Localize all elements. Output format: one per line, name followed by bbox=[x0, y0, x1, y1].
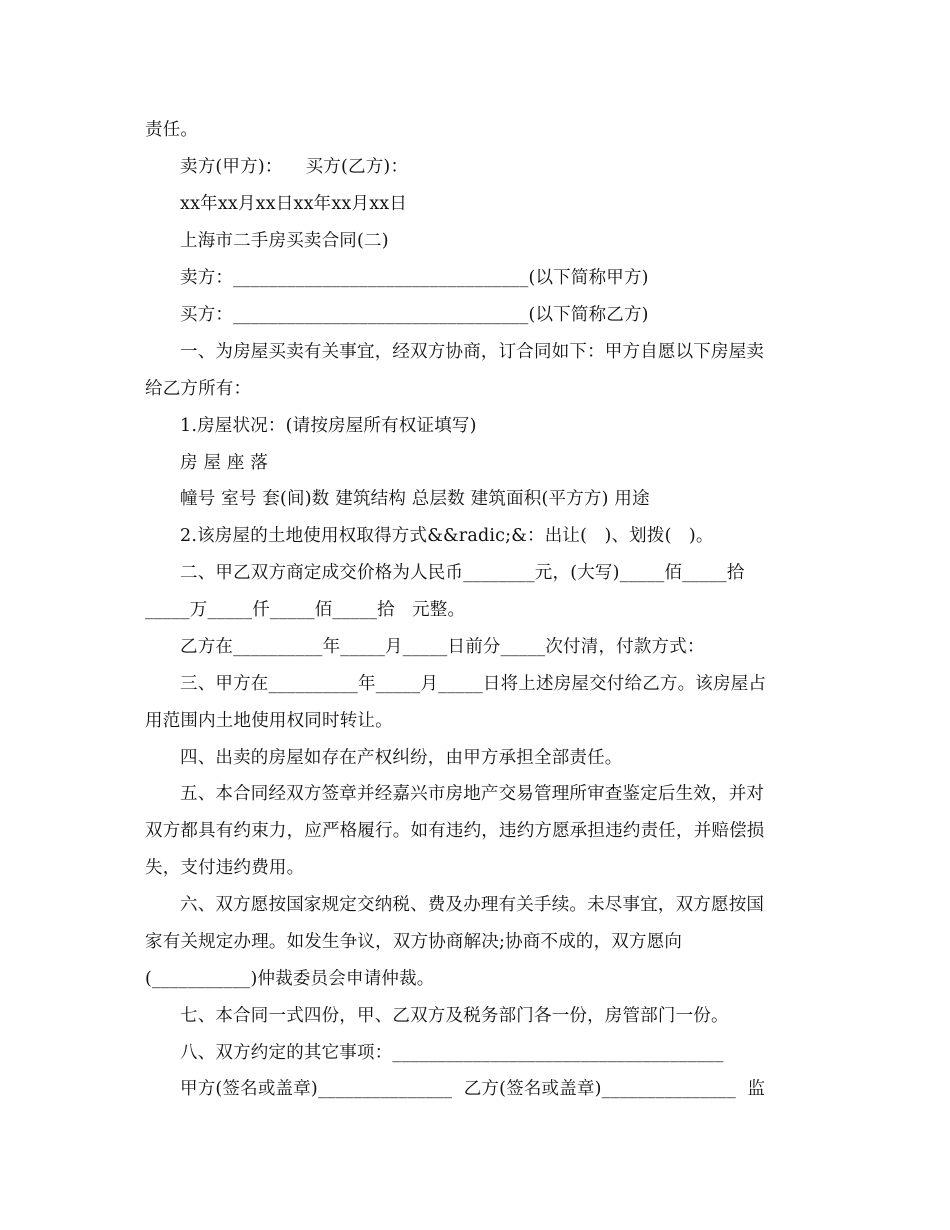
text-line: xx年xx月xx日xx年xx月xx日 bbox=[180, 194, 408, 214]
text-line: 1.房屋状况：(请按房屋所有权证填写) bbox=[180, 416, 477, 436]
text-line: _____万_____仟_____佰_____拾 元整。 bbox=[145, 600, 466, 620]
text-line: 幢号 室号 套(间)数 建筑结构 总层数 建筑面积(平方方) 用途 bbox=[180, 489, 650, 509]
buyer-line: 买方：_________________________________(以下简称乙方) bbox=[180, 305, 649, 325]
seller-line: 卖方：_________________________________(以下简称甲方) bbox=[180, 268, 649, 288]
text-line: 房 屋 座 落 bbox=[180, 453, 269, 473]
text-line: 用范围内土地使用权同时转让。 bbox=[145, 711, 393, 731]
text-line: 双方都具有约束力，应严格履行。如有违约，违约方愿承担违约责任，并赔偿损 bbox=[145, 821, 765, 841]
text-line: 五、本合同经双方签章并经嘉兴市房地产交易管理所审查鉴定后生效，并对 bbox=[180, 784, 765, 804]
text-line: 家有关规定办理。如发生争议，双方协商解决;协商不成的，双方愿向 bbox=[145, 932, 683, 952]
text-line: 二、甲乙双方商定成交价格为人民币________元，(大写)_____佰_____拾 bbox=[180, 563, 745, 583]
text-line: (___________)仲裁委员会申请仲裁。 bbox=[145, 969, 435, 989]
text-line: 四、出卖的房屋如存在产权纠纷，由甲方承担全部责任。 bbox=[180, 748, 623, 768]
text-line: 2.该房屋的土地使用权取得方式&&radic;&：出让( )、划拨( )。 bbox=[180, 526, 714, 546]
text-line: 卖方(甲方)： 买方(乙方)： bbox=[180, 157, 409, 177]
text-line: 七、本合同一式四份，甲、乙双方及税务部门各一份，房管部门一份。 bbox=[180, 1006, 729, 1026]
text-line: 责任。 bbox=[145, 120, 199, 140]
text-line: 一、为房屋买卖有关事宜，经双方协商，订合同如下：甲方自愿以下房屋卖 bbox=[180, 342, 765, 362]
text-line: 乙方在__________年_____月_____日前分_____次付清，付款方式： bbox=[180, 637, 705, 657]
contract-title: 上海市二手房买卖合同(二) bbox=[180, 231, 389, 251]
signature-line: 甲方(签名或盖章)_______________ 乙方(签名或盖章)_______________ 监 bbox=[180, 1079, 766, 1099]
text-line: 给乙方所有： bbox=[145, 379, 252, 399]
text-line: 六、双方愿按国家规定交纳税、费及办理有关手续。未尽事宜，双方愿按国 bbox=[180, 895, 765, 915]
text-line: 失，支付违约费用。 bbox=[145, 858, 305, 878]
text-line: 三、甲方在__________年_____月_____日将上述房屋交付给乙方。该房屋占 bbox=[180, 674, 767, 694]
text-line: 八、双方约定的其它事项：_____________________________________ bbox=[180, 1043, 724, 1063]
